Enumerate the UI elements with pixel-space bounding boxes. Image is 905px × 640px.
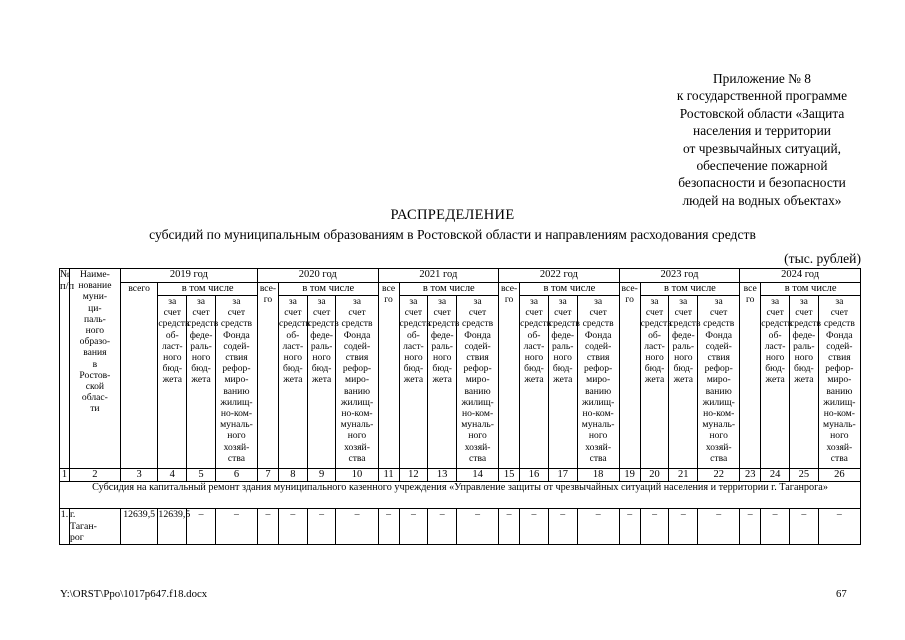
funding-source-header: за счет средств феде- раль- ного бюд- жета bbox=[669, 296, 698, 469]
column-number: 12 bbox=[399, 469, 428, 482]
row-value: – bbox=[428, 509, 457, 545]
footer-page-number: 67 bbox=[836, 588, 847, 600]
row-value: – bbox=[698, 509, 740, 545]
total-header: всего bbox=[120, 283, 158, 469]
row-value: – bbox=[215, 509, 257, 545]
funding-source-header: за счет средств феде- раль- ного бюд- жета bbox=[428, 296, 457, 469]
column-number: 10 bbox=[336, 469, 378, 482]
column-number: 13 bbox=[428, 469, 457, 482]
section-row bbox=[60, 482, 861, 509]
incl-header: в том числе bbox=[761, 283, 861, 296]
funding-source-header: за счет средств Фонда содей- ствия рефор- миро- ванию жилищ- но-ком- муналь- ного хозяй- ства bbox=[577, 296, 619, 469]
row-value: – bbox=[307, 509, 336, 545]
incl-header: в том числе bbox=[640, 283, 740, 296]
row-value: 12639,5 bbox=[158, 509, 187, 545]
year-header: 2021 год bbox=[378, 269, 499, 283]
year-header: 2020 год bbox=[257, 269, 378, 283]
col-number-header: № п/п bbox=[60, 269, 70, 469]
row-value: – bbox=[640, 509, 669, 545]
funding-source-header: за счет средств феде- раль- ного бюд- жета bbox=[548, 296, 577, 469]
appendix-line: обеспечение пожарной bbox=[696, 158, 828, 174]
row-value: – bbox=[818, 509, 860, 545]
column-number: 4 bbox=[158, 469, 187, 482]
column-number: 3 bbox=[120, 469, 158, 482]
incl-header: в том числе bbox=[278, 283, 378, 296]
total-header: все- го bbox=[619, 283, 640, 469]
funding-source-header: за счет средств феде- раль- ного бюд- жета bbox=[307, 296, 336, 469]
row-value: – bbox=[457, 509, 499, 545]
column-number: 21 bbox=[669, 469, 698, 482]
funding-source-header: за счет средств об- ласт- ного бюд- жета bbox=[640, 296, 669, 469]
appendix-line: Приложение № 8 bbox=[712, 71, 812, 86]
incl-header: в том числе bbox=[399, 283, 499, 296]
row-number: 1. bbox=[60, 509, 70, 545]
row-value: – bbox=[378, 509, 399, 545]
footer-file-path: Y:\ORST\Ppo\1017p647.f18.docx bbox=[60, 588, 208, 600]
row-municipality: г. Таган- рог bbox=[69, 509, 120, 545]
appendix-line: населения и территории bbox=[693, 123, 831, 139]
year-header: 2024 год bbox=[740, 269, 861, 283]
row-value: – bbox=[336, 509, 378, 545]
column-number: 7 bbox=[257, 469, 278, 482]
column-number: 24 bbox=[761, 469, 790, 482]
column-number: 5 bbox=[187, 469, 216, 482]
funding-source-header: за счет средств об- ласт- ного бюд- жета bbox=[399, 296, 428, 469]
funding-source-header: за счет средств об- ласт- ного бюд- жета bbox=[278, 296, 307, 469]
column-number: 9 bbox=[307, 469, 336, 482]
funding-source-header: за счет средств Фонда содей- ствия рефор- миро- ванию жилищ- но-ком- муналь- ного хозяй- ства bbox=[215, 296, 257, 469]
column-number: 19 bbox=[619, 469, 640, 482]
appendix-note bbox=[632, 70, 892, 209]
units-label: (тыс. рублей) bbox=[784, 251, 861, 266]
column-number: 22 bbox=[698, 469, 740, 482]
row-value: – bbox=[577, 509, 619, 545]
document-title: РАСПРЕДЕЛЕНИЕ bbox=[390, 207, 515, 223]
row-value: – bbox=[548, 509, 577, 545]
appendix-line: безопасности и безопасности bbox=[678, 175, 846, 191]
year-header: 2019 год bbox=[120, 269, 257, 283]
funding-source-header: за счет средств об- ласт- ного бюд- жета bbox=[158, 296, 187, 469]
col-municipality-header: Наиме- нование муни- ци- паль- ного образо- вания в Ростов- ской облас- ти bbox=[69, 269, 120, 469]
appendix-line: от чрезвычайных ситуаций, bbox=[682, 140, 841, 156]
funding-source-header: за счет средств феде- раль- ного бюд- жета bbox=[187, 296, 216, 469]
column-number: 14 bbox=[457, 469, 499, 482]
distribution-table bbox=[59, 268, 861, 545]
incl-header: в том числе bbox=[158, 283, 258, 296]
row-value: – bbox=[187, 509, 216, 545]
year-header: 2023 год bbox=[619, 269, 740, 283]
column-number: 20 bbox=[640, 469, 669, 482]
funding-source-header: за счет средств об- ласт- ного бюд- жета bbox=[761, 296, 790, 469]
column-number: 23 bbox=[740, 469, 761, 482]
header-row-years bbox=[60, 269, 861, 283]
column-number: 11 bbox=[378, 469, 399, 482]
row-value: – bbox=[257, 509, 278, 545]
year-header: 2022 год bbox=[499, 269, 620, 283]
appendix-line: Ростовской области «Защита bbox=[679, 105, 845, 121]
row-value: – bbox=[520, 509, 549, 545]
column-number: 18 bbox=[577, 469, 619, 482]
column-number: 6 bbox=[215, 469, 257, 482]
row-value: – bbox=[499, 509, 520, 545]
document-subtitle: субсидий по муниципальным образованиям в Ростовской области и направлениям расходования средств bbox=[149, 227, 756, 242]
row-value: – bbox=[761, 509, 790, 545]
header-row-totals bbox=[60, 283, 861, 296]
funding-source-header: за счет средств феде- раль- ного бюд- жета bbox=[789, 296, 818, 469]
table-row bbox=[60, 509, 861, 545]
column-number: 2 bbox=[69, 469, 120, 482]
column-number: 1 bbox=[60, 469, 70, 482]
total-header: все го bbox=[740, 283, 761, 469]
total-header: все- го bbox=[257, 283, 278, 469]
row-value: – bbox=[399, 509, 428, 545]
funding-source-header: за счет средств Фонда содей- ствия рефор- миро- ванию жилищ- но-ком- муналь- ного хозяй- ства bbox=[698, 296, 740, 469]
row-value: – bbox=[619, 509, 640, 545]
column-numbers-row bbox=[60, 469, 861, 482]
section-title: Субсидия на капитальный ремонт здания муниципального казенного учреждения «Управление защиты от чрезвычайных ситуаций населения и территории г. Таганрога» bbox=[60, 482, 861, 509]
column-number: 16 bbox=[520, 469, 549, 482]
column-number: 25 bbox=[789, 469, 818, 482]
row-value: 12639,5 bbox=[120, 509, 158, 545]
appendix-line: людей на водных объектах» bbox=[682, 192, 842, 208]
total-header: все го bbox=[378, 283, 399, 469]
funding-source-header: за счет средств Фонда содей- ствия рефор- миро- ванию жилищ- но-ком- муналь- ного хозяй- ства bbox=[336, 296, 378, 469]
row-value: – bbox=[278, 509, 307, 545]
funding-source-header: за счет средств Фонда содей- ствия рефор- миро- ванию жилищ- но-ком- муналь- ного хозяй- ства bbox=[457, 296, 499, 469]
column-number: 15 bbox=[499, 469, 520, 482]
column-number: 26 bbox=[818, 469, 860, 482]
funding-source-header: за счет средств об- ласт- ного бюд- жета bbox=[520, 296, 549, 469]
total-header: все- го bbox=[499, 283, 520, 469]
incl-header: в том числе bbox=[520, 283, 620, 296]
column-number: 17 bbox=[548, 469, 577, 482]
funding-source-header: за счет средств Фонда содей- ствия рефор- миро- ванию жилищ- но-ком- муналь- ного хозяй- ства bbox=[818, 296, 860, 469]
row-value: – bbox=[669, 509, 698, 545]
row-value: – bbox=[740, 509, 761, 545]
column-number: 8 bbox=[278, 469, 307, 482]
row-value: – bbox=[789, 509, 818, 545]
appendix-line: к государственной программе bbox=[676, 88, 848, 104]
